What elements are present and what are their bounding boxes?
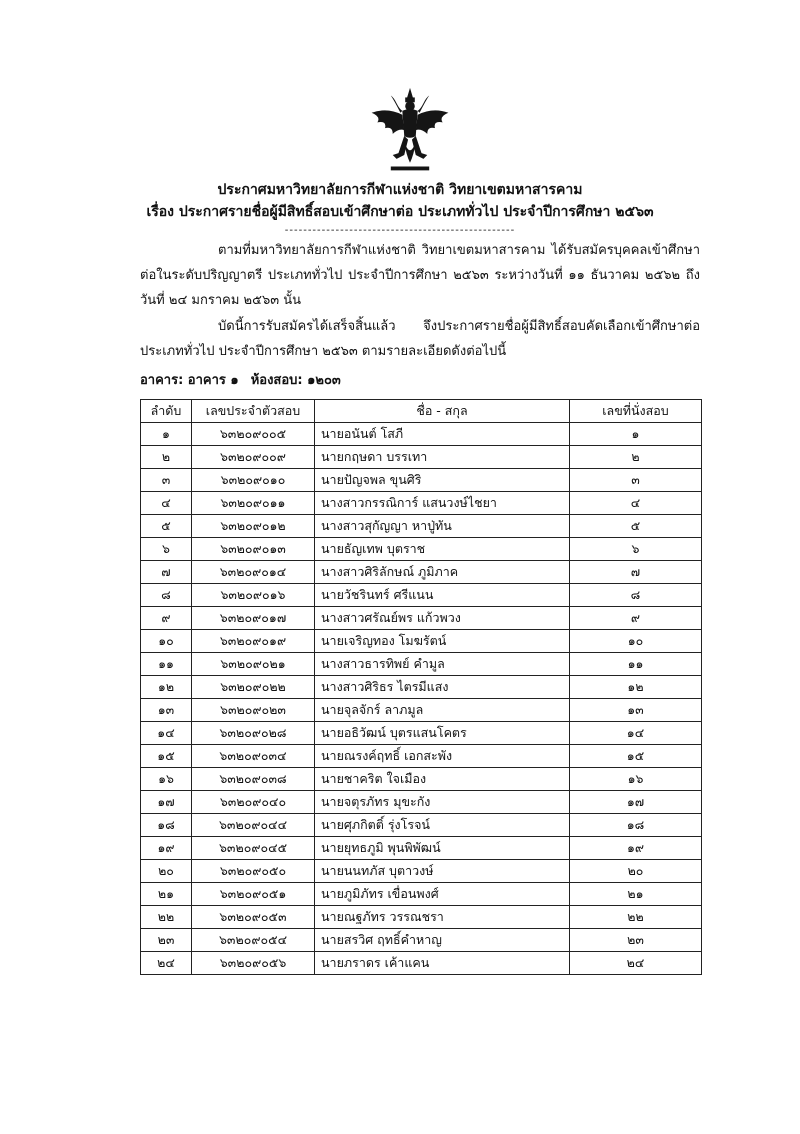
order-cell: ๑: [141, 423, 192, 446]
seat-number-cell: ๓: [570, 469, 702, 492]
seat-number-cell: ๑: [570, 423, 702, 446]
order-cell: ๖: [141, 538, 192, 561]
announcement-subject: เรื่อง ประกาศรายชื่อผู้มีสิทธิ์สอบเข้าศึกษาต่อ ประเภททั่วไป ประจำปีการศึกษา ๒๕๖๓: [146, 204, 654, 220]
exam-id-cell: ๖๓๒๐๙๐๕๖: [192, 952, 315, 975]
exam-id-cell: ๖๓๒๐๙๐๕๐: [192, 860, 315, 883]
order-cell: ๔: [141, 492, 192, 515]
exam-id-cell: ๖๓๒๐๙๐๑๓: [192, 538, 315, 561]
seat-number-cell: ๑๓: [570, 699, 702, 722]
table-row: [141, 446, 702, 469]
header-exam-id: เลขประจำตัวสอบ: [192, 400, 315, 423]
table-row: [141, 952, 702, 975]
seat-number-cell: ๑๖: [570, 768, 702, 791]
exam-id-cell: ๖๓๒๐๙๐๑๙: [192, 630, 315, 653]
order-cell: ๑๗: [141, 791, 192, 814]
table-row: [141, 699, 702, 722]
full-name-cell: นางสาวศิริธร ไตรมีแสง: [315, 676, 570, 699]
seat-number-cell: ๒๐: [570, 860, 702, 883]
intro-paragraph: ตามที่มหาวิทยาลัยการกีฬาแห่งชาติ วิทยาเขตมหาสารคาม ได้รับสมัครบุคคลเข้าศึกษาต่อในระดับปริญญาตรี ประเภททั่วไป ประจำปีการศึกษา ๒๕๖๓ ระหว่างวันที่ ๑๑ ธันวาคม ๒๕๖๒ ถึงวันที่ ๒๔ มกราคม ๒๕๖๓ นั้น: [140, 243, 700, 308]
full-name-cell: นายณฐภัทร วรรณชรา: [315, 906, 570, 929]
order-cell: ๑๒: [141, 676, 192, 699]
seat-number-cell: ๔: [570, 492, 702, 515]
full-name-cell: นายจตุรภัทร มุขะกัง: [315, 791, 570, 814]
seat-number-cell: ๒๓: [570, 929, 702, 952]
full-name-cell: นายศุภกิตติ์ รุ่งโรจน์: [315, 814, 570, 837]
full-name-cell: นายยุทธภูมิ พุนพิพัฒน์: [315, 837, 570, 860]
table-row: [141, 492, 702, 515]
candidate-table: [140, 399, 702, 975]
seat-number-cell: ๑๕: [570, 745, 702, 768]
full-name-cell: นายจุลจักร์ ลาภมูล: [315, 699, 570, 722]
exam-id-cell: ๖๓๒๐๙๐๑๑: [192, 492, 315, 515]
exam-id-cell: ๖๓๒๐๙๐๒๑: [192, 653, 315, 676]
full-name-cell: นายสรวิศ ฤทธิ์คำหาญ: [315, 929, 570, 952]
order-cell: ๙: [141, 607, 192, 630]
seat-number-cell: ๑๐: [570, 630, 702, 653]
order-cell: ๒๔: [141, 952, 192, 975]
order-cell: ๑๑: [141, 653, 192, 676]
table-row: [141, 607, 702, 630]
order-cell: ๑๔: [141, 722, 192, 745]
exam-id-cell: ๖๓๒๐๙๐๑๗: [192, 607, 315, 630]
table-row: [141, 584, 702, 607]
table-row: [141, 745, 702, 768]
order-cell: ๑๓: [141, 699, 192, 722]
seat-number-cell: ๖: [570, 538, 702, 561]
order-cell: ๒๑: [141, 883, 192, 906]
table-row: [141, 791, 702, 814]
table-row: [141, 883, 702, 906]
table-header-row: [141, 400, 702, 423]
full-name-cell: นายวัชรินทร์ ศรีแนน: [315, 584, 570, 607]
exam-id-cell: ๖๓๒๐๙๐๔๔: [192, 814, 315, 837]
order-cell: ๗: [141, 561, 192, 584]
order-cell: ๑๐: [141, 630, 192, 653]
seat-number-cell: ๑๘: [570, 814, 702, 837]
exam-id-cell: ๖๓๒๐๙๐๕๔: [192, 929, 315, 952]
exam-id-cell: ๖๓๒๐๙๐๕๑: [192, 883, 315, 906]
header-order: ลำดับ: [141, 400, 192, 423]
table-row: [141, 561, 702, 584]
seat-number-cell: ๑๒: [570, 676, 702, 699]
garuda-emblem-icon: [362, 84, 458, 180]
table-row: [141, 722, 702, 745]
order-cell: ๒๓: [141, 929, 192, 952]
seat-number-cell: ๗: [570, 561, 702, 584]
full-name-cell: นายนนทภัส บุตาวงษ์: [315, 860, 570, 883]
full-name-cell: นางสาวศรัณย์พร แก้วพวง: [315, 607, 570, 630]
order-cell: ๑๘: [141, 814, 192, 837]
table-row: [141, 860, 702, 883]
table-row: [141, 469, 702, 492]
announcement-paragraph: บัดนี้การรับสมัครได้เสร็จสิ้นแล้ว จึงประกาศรายชื่อผู้มีสิทธิ์สอบคัดเลือกเข้าศึกษาต่อ ประเภททั่วไป ประจำปีการศึกษา ๒๕๖๓ ตามรายละเอียดดังต่อไปนี้: [140, 319, 700, 359]
exam-id-cell: ๖๓๒๐๙๐๓๘: [192, 768, 315, 791]
full-name-cell: นายธัญเทพ บุตราช: [315, 538, 570, 561]
exam-id-cell: ๖๓๒๐๙๐๑๖: [192, 584, 315, 607]
exam-id-cell: ๖๓๒๐๙๐๑๒: [192, 515, 315, 538]
table-row: [141, 538, 702, 561]
order-cell: ๕: [141, 515, 192, 538]
seat-number-cell: ๒: [570, 446, 702, 469]
exam-id-cell: ๖๓๒๐๙๐๓๔: [192, 745, 315, 768]
seat-number-cell: ๙: [570, 607, 702, 630]
exam-id-cell: ๖๓๒๐๙๐๕๓: [192, 906, 315, 929]
full-name-cell: นายเจริญทอง โมฆรัตน์: [315, 630, 570, 653]
exam-id-cell: ๖๓๒๐๙๐๒๒: [192, 676, 315, 699]
seat-number-cell: ๘: [570, 584, 702, 607]
exam-id-cell: ๖๓๒๐๙๐๑๔: [192, 561, 315, 584]
seat-number-cell: ๑๗: [570, 791, 702, 814]
exam-id-cell: ๖๓๒๐๙๐๒๓: [192, 699, 315, 722]
full-name-cell: นายอธิวัฒน์ บุตรแสนโคตร: [315, 722, 570, 745]
exam-id-cell: ๖๓๒๐๙๐๐๙: [192, 446, 315, 469]
full-name-cell: นายอนันต์ โสภี: [315, 423, 570, 446]
header-full-name: ชื่อ - สกุล: [315, 400, 570, 423]
order-cell: ๘: [141, 584, 192, 607]
room-label: ห้องสอบ: ๑๒๐๓: [250, 373, 341, 388]
full-name-cell: นายปัญจพล ขุนศิริ: [315, 469, 570, 492]
exam-id-cell: ๖๓๒๐๙๐๒๘: [192, 722, 315, 745]
header-seat-number: เลขที่นั่งสอบ: [570, 400, 702, 423]
full-name-cell: นายภูมิภัทร เขื่อนพงศ์: [315, 883, 570, 906]
seat-number-cell: ๑๙: [570, 837, 702, 860]
full-name-cell: นางสาวกรรณิการ์ แสนวงษ์ไชยา: [315, 492, 570, 515]
full-name-cell: นางสาวธารทิพย์ คำมูล: [315, 653, 570, 676]
announcement-title: ประกาศมหาวิทยาลัยการกีฬาแห่งชาติ วิทยาเขตมหาสารคาม: [217, 182, 583, 198]
order-cell: ๑๖: [141, 768, 192, 791]
table-row: [141, 515, 702, 538]
table-row: [141, 929, 702, 952]
table-row: [141, 630, 702, 653]
table-row: [141, 837, 702, 860]
order-cell: ๒: [141, 446, 192, 469]
seat-number-cell: ๑๔: [570, 722, 702, 745]
full-name-cell: นายกฤษดา บรรเทา: [315, 446, 570, 469]
seat-number-cell: ๑๑: [570, 653, 702, 676]
order-cell: ๓: [141, 469, 192, 492]
order-cell: ๒๐: [141, 860, 192, 883]
building-label: อาคาร: อาคาร ๑: [140, 373, 239, 388]
table-row: [141, 653, 702, 676]
order-cell: ๑๙: [141, 837, 192, 860]
exam-id-cell: ๖๓๒๐๙๐๐๕: [192, 423, 315, 446]
seat-number-cell: ๕: [570, 515, 702, 538]
table-row: [141, 906, 702, 929]
seat-number-cell: ๒๒: [570, 906, 702, 929]
seat-number-cell: ๒๔: [570, 952, 702, 975]
full-name-cell: นายภราดร เค้าแคน: [315, 952, 570, 975]
order-cell: ๒๒: [141, 906, 192, 929]
candidate-table-body: [141, 423, 702, 975]
exam-id-cell: ๖๓๒๐๙๐๑๐: [192, 469, 315, 492]
exam-id-cell: ๖๓๒๐๙๐๔๕: [192, 837, 315, 860]
table-row: [141, 768, 702, 791]
table-row: [141, 423, 702, 446]
exam-id-cell: ๖๓๒๐๙๐๔๐: [192, 791, 315, 814]
full-name-cell: นางสาวศิริลักษณ์ ภูมิภาค: [315, 561, 570, 584]
order-cell: ๑๕: [141, 745, 192, 768]
table-row: [141, 814, 702, 837]
full-name-cell: นายณรงค์ฤทธิ์ เอกสะพัง: [315, 745, 570, 768]
full-name-cell: นายชาคริต ใจเมือง: [315, 768, 570, 791]
table-row: [141, 676, 702, 699]
seat-number-cell: ๒๑: [570, 883, 702, 906]
title-separator: --------------------------------------------------: [284, 225, 516, 236]
exam-location: [140, 371, 341, 391]
full-name-cell: นางสาวสุกัญญา หาปู่ทัน: [315, 515, 570, 538]
